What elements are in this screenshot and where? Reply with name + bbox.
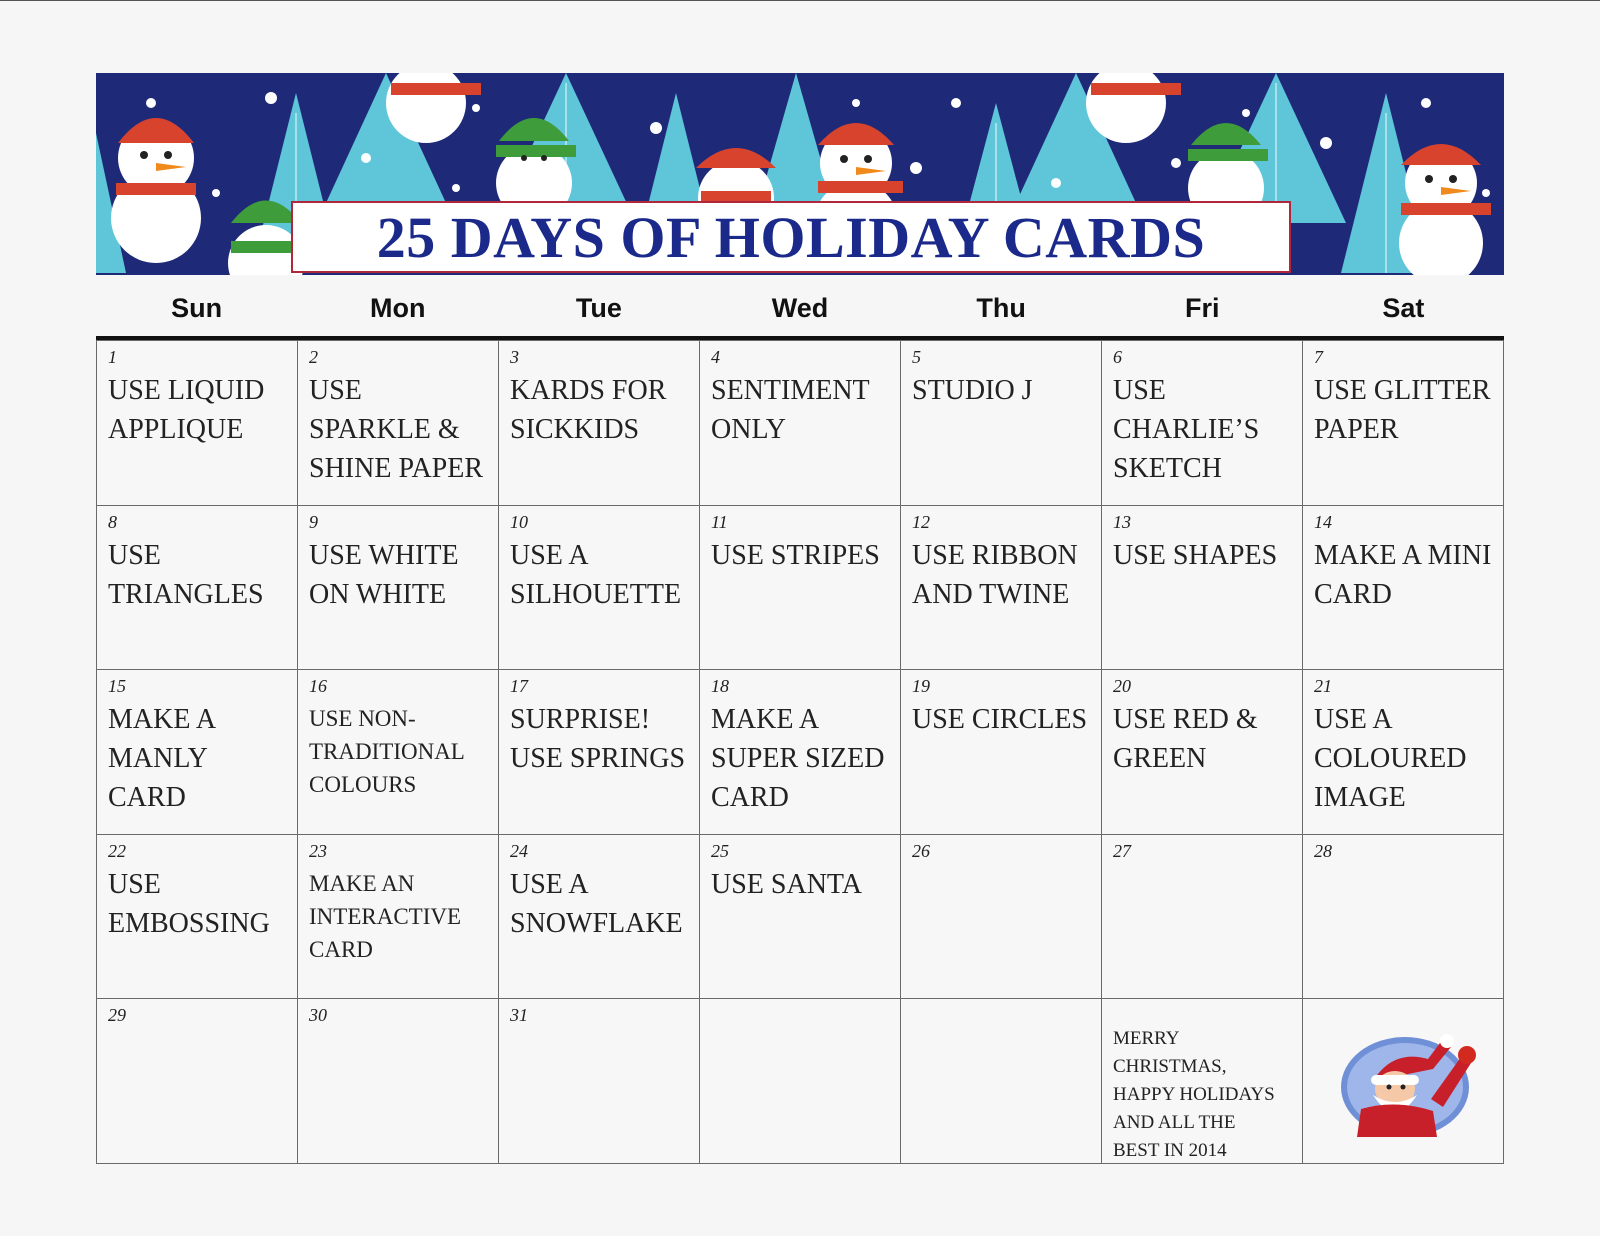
weekday-mon: Mon: [369, 292, 426, 323]
day-number: 20: [1113, 676, 1131, 697]
calendar-day-cell: [499, 998, 700, 1163]
day-number: 15: [108, 676, 126, 697]
calendar-day-cell: [298, 834, 499, 999]
day-number: 3: [510, 347, 519, 367]
day-number: 11: [711, 511, 728, 532]
calendar-day-cell: [1303, 834, 1504, 999]
day-number: [912, 1005, 1095, 1025]
calendar-day-cell: [298, 505, 499, 670]
top-rule: [0, 0, 1600, 1]
day-number: 29: [108, 1005, 126, 1026]
weekday-thu: Thu: [976, 292, 1026, 323]
calendar-day-cell: [700, 505, 901, 670]
day-number: 12: [912, 511, 930, 532]
calendar-day-cell: [1303, 998, 1504, 1163]
calendar-day-cell: [499, 505, 700, 670]
day-challenge-text: USE A COLOURED IMAGE: [1314, 704, 1467, 814]
day-challenge-text: USE CHARLIE’S SKETCH: [1113, 375, 1260, 484]
calendar-day-cell: [901, 340, 1102, 505]
day-number: 24: [510, 840, 528, 861]
weekday-sun: Sun: [171, 292, 223, 323]
calendar-day-cell: [1303, 340, 1504, 505]
calendar-day-cell: [97, 998, 298, 1163]
calendar-day-cell: [1303, 505, 1504, 670]
title-box: [291, 201, 1291, 273]
weekday-fri: Fri: [1185, 292, 1220, 323]
day-number: 1: [108, 347, 117, 367]
day-challenge-text: USE RED & GREEN: [1113, 704, 1258, 775]
weekday-wed: Wed: [771, 292, 829, 323]
day-number: 7: [1314, 347, 1323, 367]
day-number: 31: [510, 1005, 528, 1026]
day-challenge-text: KARDS FOR SICKKIDS: [510, 375, 667, 445]
day-number: 5: [912, 347, 921, 367]
calendar-day-cell: [298, 340, 499, 505]
calendar-grid: [96, 340, 1504, 1164]
day-number: 30: [309, 1005, 327, 1026]
day-challenge-text: MAKE A MINI CARD: [1314, 539, 1492, 610]
calendar-day-cell: [1102, 340, 1303, 505]
day-challenge-text: USE TRIANGLES: [108, 539, 264, 610]
calendar-day-cell: [1102, 998, 1303, 1163]
holiday-greeting: MERRY CHRISTMAS, HAPPY HOLIDAYS AND ALL THE BEST IN 2014: [1113, 1028, 1275, 1162]
day-challenge-text: SURPRISE! USE SPRINGS: [510, 704, 686, 775]
day-number: 2: [309, 347, 318, 367]
day-number: 14: [1314, 511, 1332, 532]
day-number: 17: [510, 676, 528, 697]
day-challenge-text: USE EMBOSSING: [108, 868, 270, 939]
calendar-day-cell: [901, 669, 1102, 834]
santa-waving-icon: [1333, 1029, 1483, 1144]
day-number: 23: [309, 840, 327, 861]
day-challenge-text: MAKE A MANLY CARD: [108, 704, 217, 814]
weekday-tue: Tue: [575, 292, 622, 323]
day-number: 21: [1314, 676, 1332, 697]
weekday-sat: Sat: [1382, 292, 1425, 323]
calendar-day-cell: [1102, 669, 1303, 834]
calendar-day-cell: [901, 505, 1102, 670]
day-number: 6: [1113, 347, 1122, 367]
calendar-day-cell: [97, 340, 298, 505]
calendar-day-cell: [700, 340, 901, 505]
calendar-day-cell: [499, 340, 700, 505]
calendar-day-cell: [700, 669, 901, 834]
day-number: [1113, 1005, 1296, 1025]
calendar-day-cell: [499, 834, 700, 999]
day-number: 28: [1314, 840, 1332, 861]
day-challenge-text: USE NON- TRADITIONAL COLOURS: [309, 706, 465, 798]
calendar-day-cell: [901, 834, 1102, 999]
holiday-banner: [96, 73, 1504, 275]
day-number: 16: [309, 676, 327, 697]
day-number: 22: [108, 840, 126, 861]
calendar-title: 25 DAYS OF HOLIDAY CARDS: [376, 204, 1206, 270]
calendar-day-cell: [700, 998, 901, 1163]
day-challenge-text: USE GLITTER PAPER: [1314, 375, 1491, 445]
day-challenge-text: USE LIQUID APPLIQUE: [108, 375, 265, 445]
calendar-day-cell: [97, 505, 298, 670]
calendar-day-cell: [1102, 505, 1303, 670]
calendar-day-cell: [97, 669, 298, 834]
day-number: 10: [510, 511, 528, 532]
day-challenge-text: USE RIBBON AND TWINE: [912, 539, 1078, 610]
day-number: 8: [108, 511, 117, 532]
day-number: 25: [711, 840, 729, 861]
calendar-day-cell: [1303, 669, 1504, 834]
day-number: 18: [711, 676, 729, 697]
day-number: 9: [309, 511, 318, 532]
calendar-day-cell: [97, 834, 298, 999]
day-challenge-text: USE SANTA: [711, 868, 862, 900]
day-number: 19: [912, 676, 930, 697]
day-number: 26: [912, 840, 930, 861]
calendar-day-cell: [901, 998, 1102, 1163]
day-challenge-text: MAKE A SUPER SIZED CARD: [711, 704, 885, 814]
day-challenge-text: USE A SNOWFLAKE: [510, 868, 683, 939]
calendar-day-cell: [1102, 834, 1303, 999]
day-challenge-text: MAKE AN INTERACTIVE CARD: [309, 870, 462, 962]
day-number: [1314, 1005, 1497, 1025]
calendar-day-cell: [700, 834, 901, 999]
day-challenge-text: USE WHITE ON WHITE: [309, 539, 459, 610]
day-number: 13: [1113, 511, 1131, 532]
calendar-day-cell: [499, 669, 700, 834]
day-number: 27: [1113, 840, 1131, 861]
day-challenge-text: SENTIMENT ONLY: [711, 375, 870, 445]
day-challenge-text: USE SHAPES: [1113, 539, 1278, 571]
day-challenge-text: USE SPARKLE & SHINE PAPER: [309, 375, 484, 484]
day-number: 4: [711, 347, 720, 367]
day-challenge-text: USE STRIPES: [711, 539, 880, 571]
weekday-header: [96, 279, 1504, 337]
day-number: [711, 1005, 894, 1025]
calendar-day-cell: [298, 669, 499, 834]
day-challenge-text: USE A SILHOUETTE: [510, 539, 682, 610]
calendar-day-cell: [298, 998, 499, 1163]
day-challenge-text: STUDIO J: [912, 375, 1033, 406]
day-challenge-text: USE CIRCLES: [912, 704, 1088, 736]
